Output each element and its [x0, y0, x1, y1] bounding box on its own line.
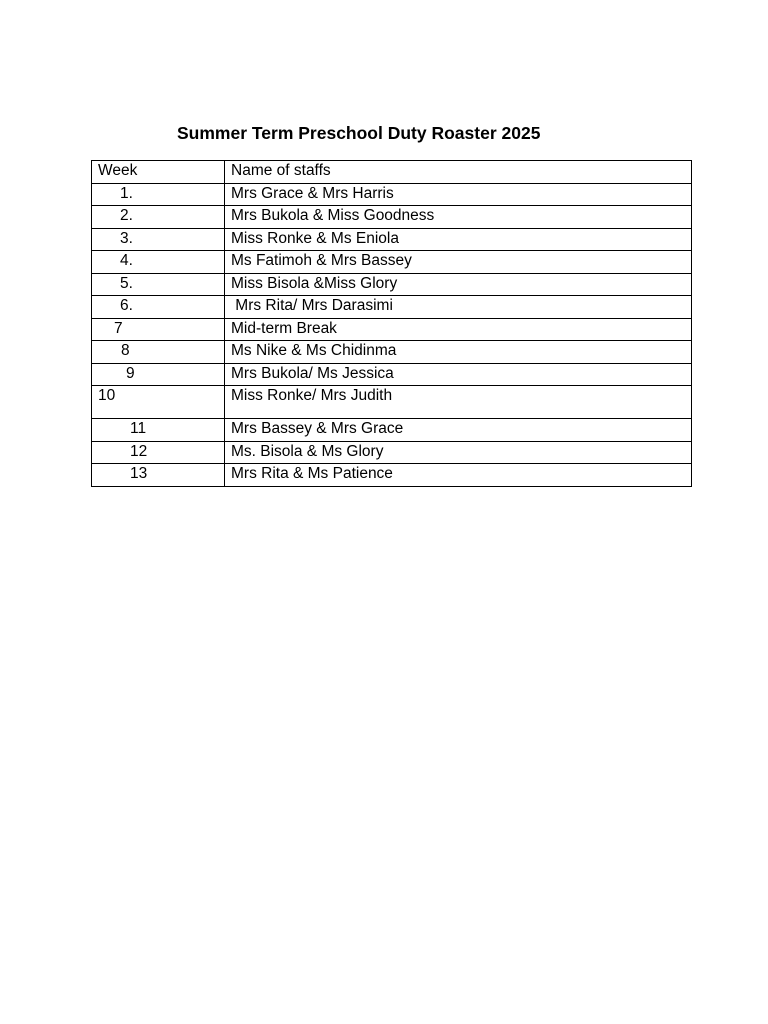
week-cell: 13: [92, 464, 225, 487]
week-cell: 3.: [92, 228, 225, 251]
table-row: [92, 341, 692, 364]
staff-cell: Miss Bisola &Miss Glory: [225, 273, 692, 296]
table-row: [92, 386, 692, 419]
staff-header: Name of staffs: [225, 161, 692, 184]
table-row: [92, 441, 692, 464]
staff-cell: Miss Ronke/ Mrs Judith: [225, 386, 692, 419]
staff-cell: Miss Ronke & Ms Eniola: [225, 228, 692, 251]
week-cell: 12: [92, 441, 225, 464]
staff-cell: Mrs Bukola & Miss Goodness: [225, 206, 692, 229]
duty-roster-table: [91, 160, 692, 487]
week-cell: 1.: [92, 183, 225, 206]
staff-cell: Mrs Rita/ Mrs Darasimi: [225, 296, 692, 319]
staff-cell: Mrs Rita & Ms Patience: [225, 464, 692, 487]
table-row: [92, 318, 692, 341]
table-row: [92, 419, 692, 442]
table-row: [92, 183, 692, 206]
staff-cell: Ms. Bisola & Ms Glory: [225, 441, 692, 464]
table-row: [92, 273, 692, 296]
table-header-row: [92, 161, 692, 184]
week-cell: 11: [92, 419, 225, 442]
table-row: [92, 464, 692, 487]
week-cell: 9: [92, 363, 225, 386]
staff-cell: Mrs Grace & Mrs Harris: [225, 183, 692, 206]
week-cell: 6.: [92, 296, 225, 319]
table-row: [92, 228, 692, 251]
table-row: [92, 363, 692, 386]
page-title: Summer Term Preschool Duty Roaster 2025: [177, 123, 541, 143]
week-cell: 10: [92, 386, 225, 419]
week-cell: 5.: [92, 273, 225, 296]
week-cell: 2.: [92, 206, 225, 229]
week-cell: 4.: [92, 251, 225, 274]
staff-cell: Ms Fatimoh & Mrs Bassey: [225, 251, 692, 274]
week-cell: 7: [92, 318, 225, 341]
week-cell: 8: [92, 341, 225, 364]
staff-cell: Mrs Bassey & Mrs Grace: [225, 419, 692, 442]
table-row: [92, 251, 692, 274]
table-row: [92, 296, 692, 319]
week-header: Week: [92, 161, 225, 184]
table-row: [92, 206, 692, 229]
staff-cell: Mrs Bukola/ Ms Jessica: [225, 363, 692, 386]
staff-cell: Ms Nike & Ms Chidinma: [225, 341, 692, 364]
staff-cell: Mid-term Break: [225, 318, 692, 341]
